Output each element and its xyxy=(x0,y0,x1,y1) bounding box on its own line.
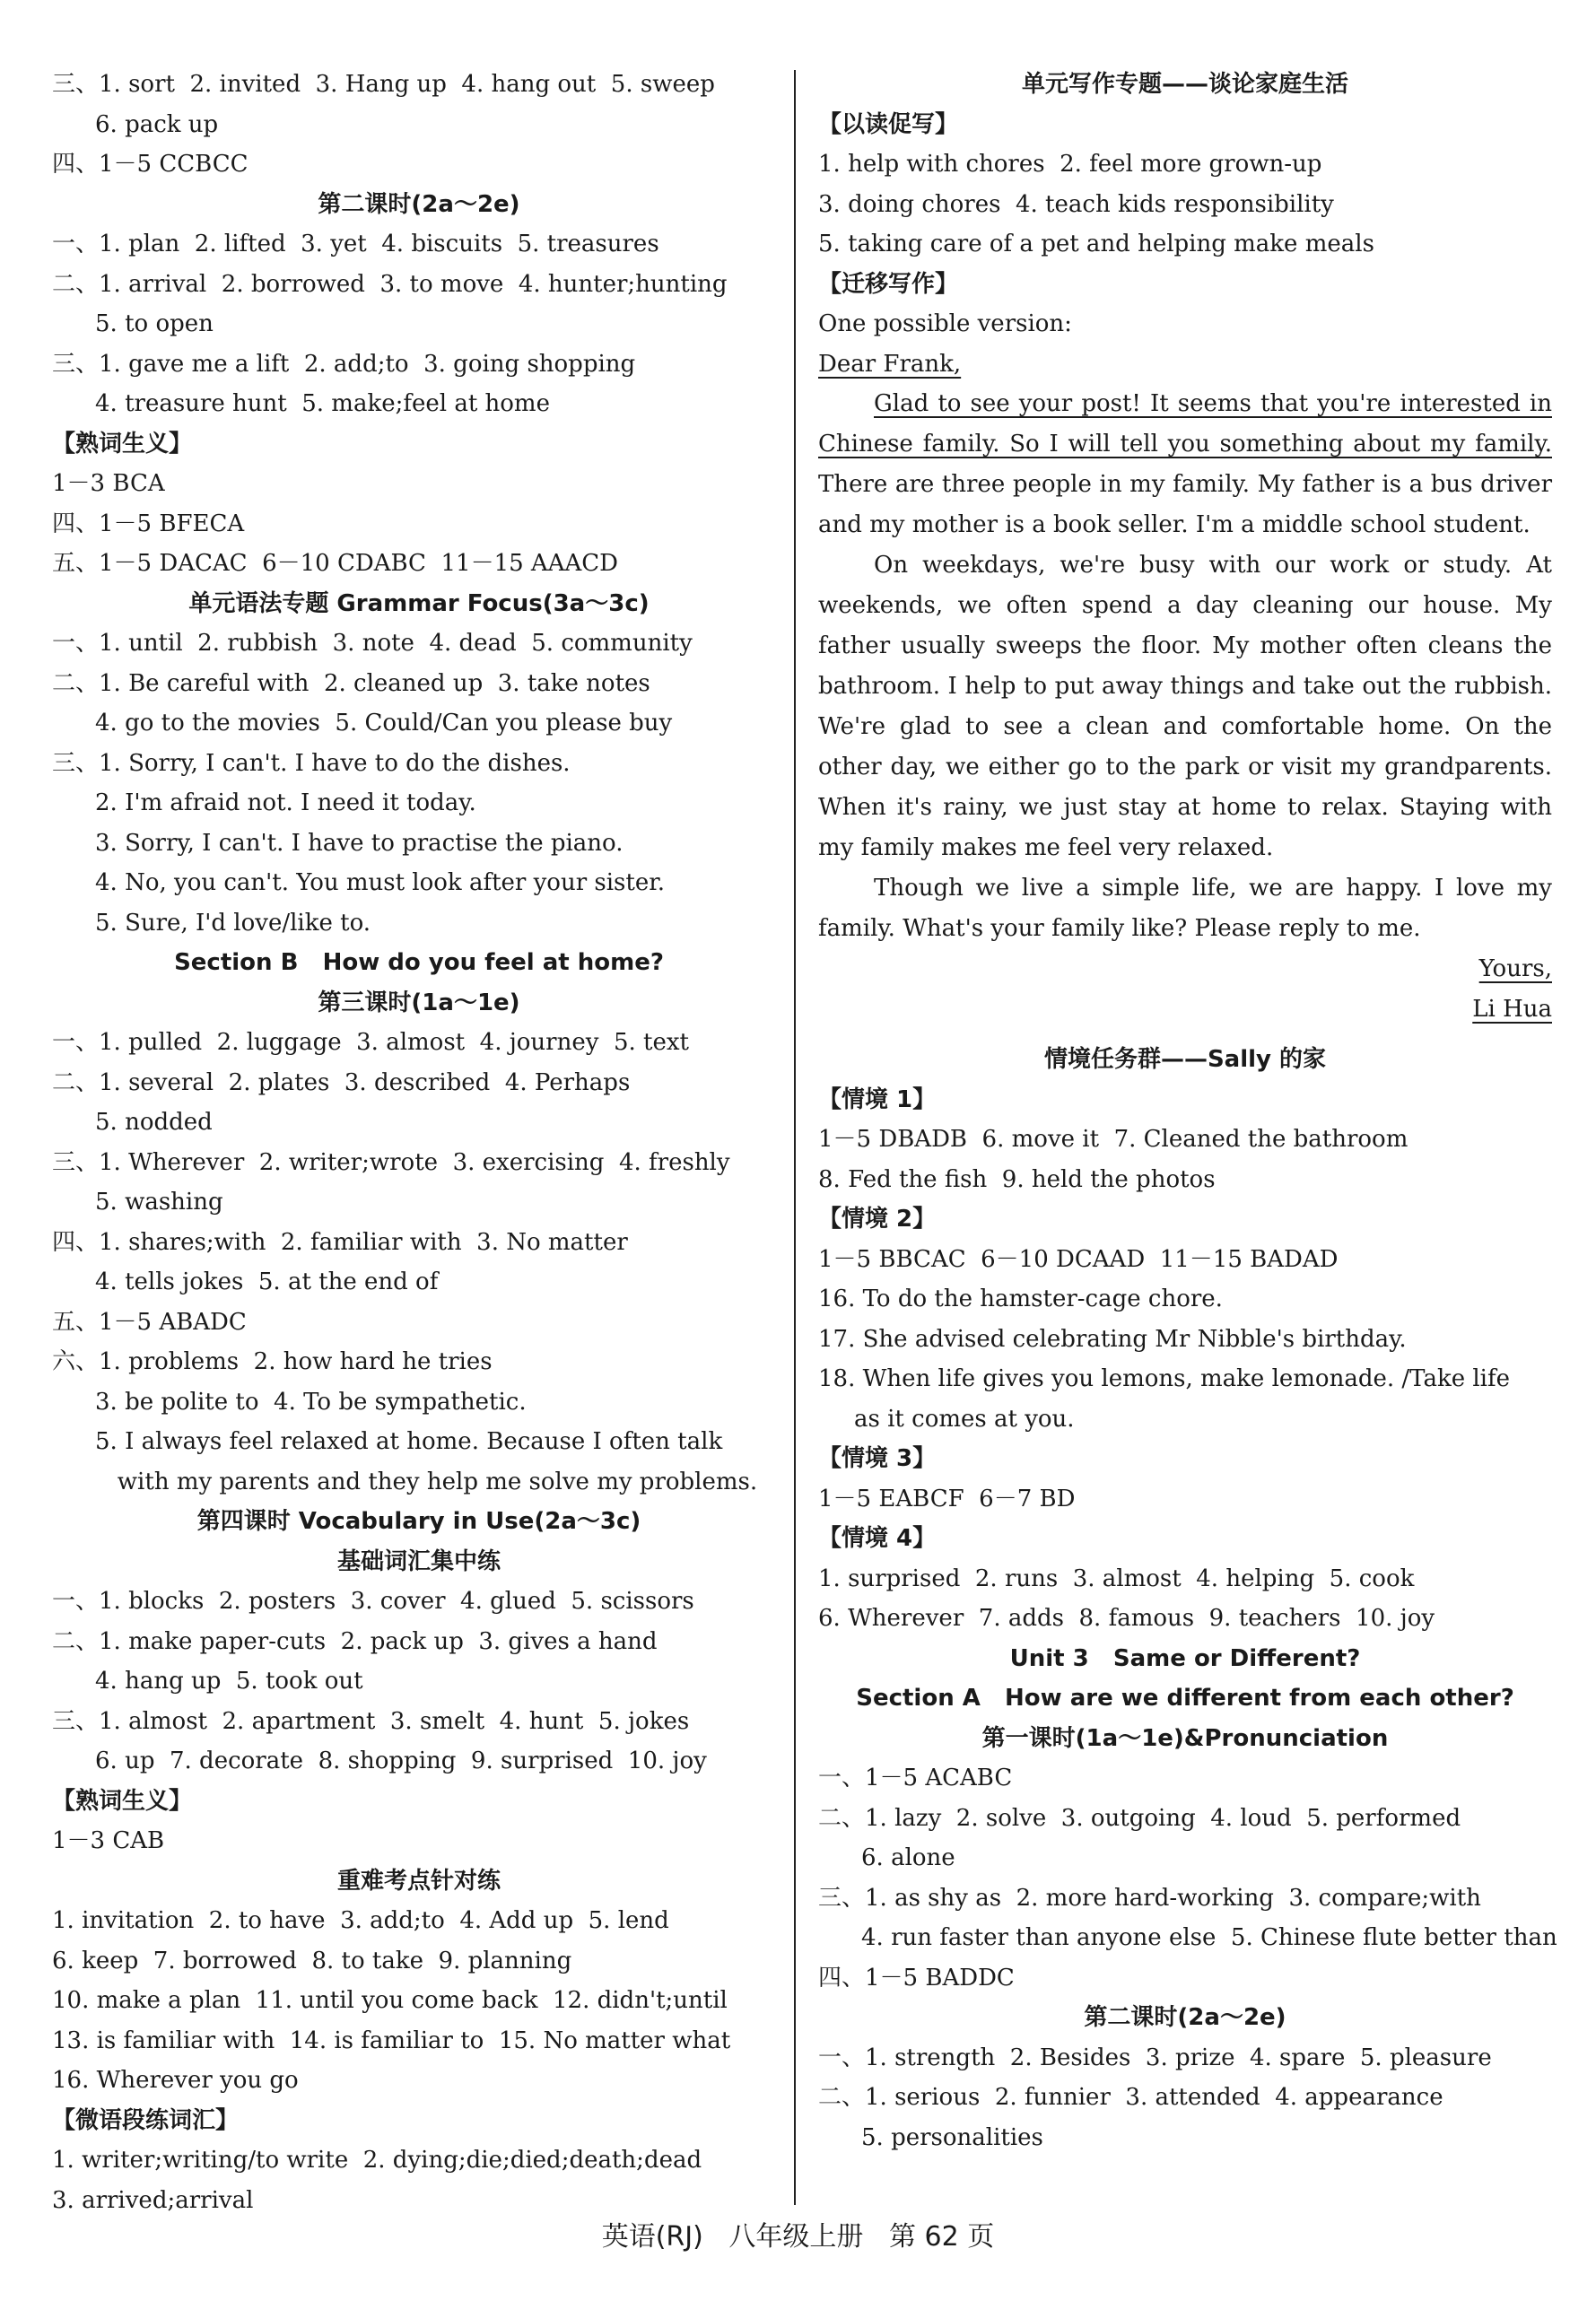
answer-line: 1. writer;writing/to write 2. dying;die;died;death;dead xyxy=(52,2147,702,2174)
answer-line: 二、1. several 2. plates 3. described 4. Perhaps xyxy=(52,1068,631,1096)
section-heading: 第二课时(2a～2e) xyxy=(318,190,520,218)
answer-line: 17. She advised celebrating Mr Nibble's birthday. xyxy=(818,1325,1407,1353)
task-group-title: 情境任务群——Sally 的家 xyxy=(1043,1046,1327,1073)
answer-line: 4. hang up 5. took out xyxy=(95,1668,363,1695)
letter-closing-text: Yours, xyxy=(1478,955,1552,982)
answer-line: 5. I always feel relaxed at home. Because I often talk xyxy=(95,1428,723,1455)
column-divider xyxy=(794,70,796,2205)
answer-line: 5. to open xyxy=(95,310,214,337)
letter-paragraph-1-rest: There are three people in my family. My father is a bus driver and my mother is a book seller. I'm a middle school student. xyxy=(818,471,1552,538)
answer-line: 8. Fed the fish 9. held the photos xyxy=(818,1165,1216,1193)
letter-paragraph-2: On weekdays, we're busy with our work or study. At weekends, we often spend a day cleaning our house. My father usually sweeps the floor. My mother often cleans the bathroom. I help to put away things and take out the rubbish. We're glad to see a clean and comfortable home. On the other day, we either go to the park or visit my grandparents. When it's rainy, we just stay at home to relax. Staying with my family makes me feel very relaxed. xyxy=(818,552,1552,861)
answer-line: 1. invitation 2. to have 3. add;to 4. Add up 5. lend xyxy=(52,1907,669,1934)
answer-line: 四、1－5 BFECA xyxy=(52,510,245,537)
letter-closing xyxy=(818,949,1552,989)
answer-line: 三、1. gave me a lift 2. add;to 3. going shopping xyxy=(52,350,636,378)
right-answer-lines xyxy=(818,1080,1557,2158)
read-line: 5. taking care of a pet and helping make meals xyxy=(818,231,1374,257)
answer-line: 6. pack up xyxy=(95,110,219,138)
answer-line: 6. up 7. decorate 8. shopping 9. surprised 10. joy xyxy=(95,1748,707,1774)
answer-line: 1－5 DBADB 6. move it 7. Cleaned the bathroom xyxy=(818,1126,1408,1153)
answer-line: 13. is familiar with 14. is familiar to 15. No matter what xyxy=(52,2026,731,2054)
answer-line: 5. personalities xyxy=(861,2123,1043,2151)
bracket-label: 【情境 4】 xyxy=(818,1525,937,1552)
answer-line: 四、1－5 BADDC xyxy=(818,1964,1015,1992)
answer-line: 16. Wherever you go xyxy=(52,2067,299,2094)
read-line: 1. help with chores 2. feel more grown-up xyxy=(818,151,1322,178)
answer-line: 1－5 BBCAC 6－10 DCAAD 11－15 BADAD xyxy=(818,1245,1339,1273)
bracket-label: 【情境 2】 xyxy=(818,1206,937,1233)
section-heading: 单元语法专题 Grammar Focus(3a～3c) xyxy=(188,589,650,617)
answer-line: 6. Wherever 7. adds 8. famous 9. teachers 10. joy xyxy=(818,1605,1435,1632)
answer-line: 5. nodded xyxy=(95,1109,213,1136)
answer-line: 1－5 EABCF 6－7 BD xyxy=(818,1485,1076,1512)
section-heading: Section A How are we different from each other? xyxy=(856,1685,1514,1712)
answer-line: with my parents and they help me solve my problems. xyxy=(95,1468,758,1495)
answer-line: 1－3 CAB xyxy=(52,1827,165,1854)
answer-line: as it comes at you. xyxy=(854,1405,1075,1433)
read-to-write-label: 【以读促写】 xyxy=(818,110,959,138)
answer-line: 1. surprised 2. runs 3. almost 4. helping 5. cook xyxy=(818,1565,1415,1592)
answer-line: 三、1. Sorry, I can't. I have to do the dishes. xyxy=(52,749,571,777)
answer-line: 五、1－5 ABADC xyxy=(52,1308,247,1336)
answer-line: 6. keep 7. borrowed 8. to take 9. planning xyxy=(52,1947,572,1974)
letter-signature-text: Li Hua xyxy=(1472,995,1552,1023)
answer-line: 四、1. shares;with 2. familiar with 3. No matter xyxy=(52,1228,628,1256)
answer-line: 6. alone xyxy=(861,1844,955,1871)
answer-line: 一、1. pulled 2. luggage 3. almost 4. journey 5. text xyxy=(52,1029,689,1056)
answer-line: 三、1. Wherever 2. writer;wrote 3. exercising 4. freshly xyxy=(52,1148,730,1176)
answer-line: 三、1. sort 2. invited 3. Hang up 4. hang out 5. sweep xyxy=(52,71,715,98)
letter-paragraph-1 xyxy=(818,384,1552,545)
answer-line: 2. I'm afraid not. I need it today. xyxy=(95,789,476,816)
answer-line: 二、1. serious 2. funnier 3. attended 4. appearance xyxy=(818,2084,1443,2111)
answer-line: 一、1. until 2. rubbish 3. note 4. dead 5. community xyxy=(52,630,693,657)
left-column xyxy=(52,65,786,2220)
bracket-label: 【熟词生义】 xyxy=(52,1787,193,1815)
answer-line: 3. be polite to 4. To be sympathetic. xyxy=(95,1388,527,1416)
answer-line: 3. Sorry, I can't. I have to practise the piano. xyxy=(95,829,624,857)
answer-line: 四、1－5 CCBCC xyxy=(52,151,249,178)
answer-line: 4. run faster than anyone else 5. Chinese flute better than xyxy=(861,1924,1557,1951)
letter-opening-underlined: Glad to see your post! It seems that you're interested in Chinese family. So I will tell you something about my family. xyxy=(818,390,1552,458)
answer-line: 三、1. almost 2. apartment 3. smelt 4. hunt 5. jokes xyxy=(52,1707,690,1735)
answer-line: 3. arrived;arrival xyxy=(52,2186,254,2214)
bracket-label: 【情境 1】 xyxy=(818,1085,937,1113)
answer-line: 18. When life gives you lemons, make lemonade. /Take life xyxy=(818,1365,1511,1392)
letter-greeting xyxy=(818,344,1552,385)
page-footer: 英语(RJ) 八年级上册 第 62 页 xyxy=(601,2221,995,2253)
section-heading: Unit 3 Same or Different? xyxy=(1009,1644,1361,1672)
answer-line: 五、1－5 DACAC 6－10 CDABC 11－15 AAACD xyxy=(52,550,618,577)
answer-line: 10. make a plan 11. until you come back 12. didn't;until xyxy=(52,1987,728,2014)
answer-line: 一、1. strength 2. Besides 3. prize 4. spare 5. pleasure xyxy=(818,2044,1492,2071)
transfer-writing-label: 【迁移写作】 xyxy=(818,270,959,298)
answer-line: 4. No, you can't. You must look after your sister. xyxy=(95,869,666,896)
answer-line: 一、1－5 ACABC xyxy=(818,1765,1013,1791)
section-heading: 重难考点针对练 xyxy=(336,1867,501,1895)
answer-line: 1－3 BCA xyxy=(52,470,165,497)
answer-line: 二、1. lazy 2. solve 3. outgoing 4. loud 5. performed xyxy=(818,1804,1461,1832)
answer-line: 5. Sure, I'd love/like to. xyxy=(95,909,371,937)
right-column xyxy=(818,65,1557,2157)
answer-line: 六、1. problems 2. how hard he tries xyxy=(52,1348,493,1375)
section-heading: 第一课时(1a～1e)&Pronunciation xyxy=(981,1724,1389,1752)
answer-line: 一、1. plan 2. lifted 3. yet 4. biscuits 5. treasures xyxy=(52,231,659,257)
writing-section-title: 单元写作专题——谈论家庭生活 xyxy=(1021,71,1348,98)
version-label: One possible version: xyxy=(818,310,1072,337)
answer-line: 4. tells jokes 5. at the end of xyxy=(95,1268,439,1295)
section-heading: 第二课时(2a～2e) xyxy=(1084,2004,1286,2031)
answer-line: 二、1. arrival 2. borrowed 3. to move 4. hunter;hunting xyxy=(52,270,728,298)
section-heading: 第四课时 Vocabulary in Use(2a～3c) xyxy=(196,1508,641,1535)
bracket-label: 【微语段练词汇】 xyxy=(52,2106,240,2134)
section-heading: 第三课时(1a～1e) xyxy=(318,989,520,1016)
section-heading: Section B How do you feel at home? xyxy=(174,949,664,976)
answer-line: 一、1. blocks 2. posters 3. cover 4. glued 5. scissors xyxy=(52,1588,694,1615)
bracket-label: 【情境 3】 xyxy=(818,1445,937,1472)
answer-line: 16. To do the hamster-cage chore. xyxy=(818,1286,1223,1312)
answer-line: 4. go to the movies 5. Could/Can you please buy xyxy=(95,710,673,736)
answer-line: 4. treasure hunt 5. make;feel at home xyxy=(95,390,550,417)
letter-greeting-text: Dear Frank, xyxy=(818,350,962,378)
answer-line: 二、1. Be careful with 2. cleaned up 3. take notes xyxy=(52,669,650,697)
answer-line: 二、1. make paper-cuts 2. pack up 3. gives a hand xyxy=(52,1627,658,1655)
answer-line: 三、1. as shy as 2. more hard-working 3. compare;with xyxy=(818,1884,1481,1912)
answer-line: 5. washing xyxy=(95,1189,223,1216)
letter-signature xyxy=(818,989,1552,1030)
letter-paragraph-3: Though we live a simple life, we are happy. I love my family. What's your family like? Please reply to me. xyxy=(818,875,1552,942)
section-heading: 基础词汇集中练 xyxy=(336,1547,501,1575)
bracket-label: 【熟词生义】 xyxy=(52,430,193,458)
read-line: 3. doing chores 4. teach kids responsibility xyxy=(818,190,1334,218)
